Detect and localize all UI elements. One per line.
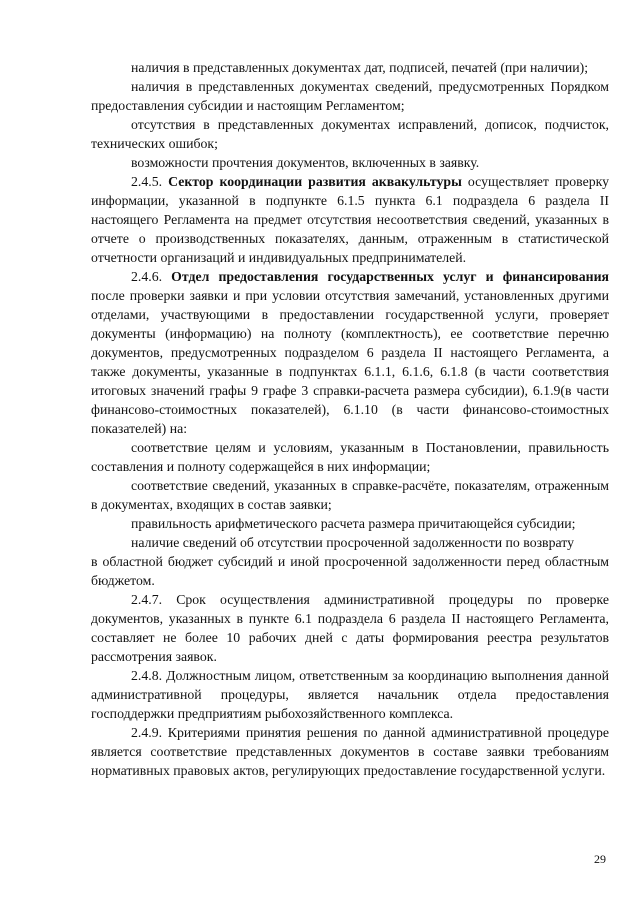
paragraph-no-debt: наличие сведений об отсутствии просроченной задолженности по возврату [131,535,574,550]
paragraph-2-4-6 [91,267,609,438]
clause-number: 2.4.5. [131,174,169,189]
paragraph-required-info: наличия в представленных документах сведений, предусмотренных Порядком предоставления субсидии и настоящим Регламентом; [91,79,609,113]
clause-text: осуществляет проверку информации, указанной в подпункте 6.1.5 пункта 6.1 подраздела 6 раздела II настоящего Регламента на предмет отсутствия несоответствия сведений, указанных в отчете о производственных показателях, данным, отраженным в статистической отчетности организаций и индивидуальных предпринимателей. [91,174,610,265]
paragraph-2-4-7: 2.4.7. Срок осуществления административной процедуры по проверке документов, указанных в пункте 6.1 подраздела 6 раздела II настоящего Регламента, составляет не более 10 рабочих дней с даты формирования реестра результатов рассмотрения заявок. [91,592,609,664]
paragraph-regional-budget: в областной бюджет субсидий и иной просроченной задолженности перед областным бюджетом. [91,554,609,588]
paragraph-2-4-9: 2.4.9. Критериями принятия решения по данной административной процедуре является соответствие представленных документов в составе заявки требованиям нормативных правовых актов, регулирующих предоставление государственной услуги. [91,725,609,778]
department-name: Отдел предоставления государственных услуг и финансирования [171,269,609,284]
paragraph-arithmetic: правильность арифметического расчета размера причитающейся субсидии; [131,516,576,531]
paragraph-calculation-match: соответствие сведений, указанных в справке-расчёте, показателям, отраженным в документах, входящих в состав заявки; [91,478,609,512]
paragraph-readability: возможности прочтения документов, включенных в заявку. [131,155,480,170]
paragraph-2-4-5 [91,172,609,267]
document-body [91,58,609,780]
clause-number: 2.4.6. [131,269,172,284]
department-name: Сектор координации развития аквакультуры [168,174,462,189]
paragraph-no-corrections: отсутствия в представленных документах исправлений, дописок, подчисток, технических ошибок; [91,117,609,151]
clause-text: после проверки заявки и при условии отсутствия замечаний, установленных другими отделами, участвующими в предоставлении государственной услуги, проверяет документы (информацию) на полноту (комплектность), ее соответствие перечню документов, предусмотренных подразделом 6 раздела II настоящего Регламента, а также документы, указанные в подпунктах 6.1.1, 6.1.6, 6.1.8 (в части соответствия итоговых значений графы 9 графе 3 справки-расчета размера субсидии), 6.1.9(в части финансово-стоимостных показателей), 6.1.10 (в части финансово-стоимостных показателей) на: [91,288,609,436]
paragraph-goals-conditions: соответствие целям и условиям, указанным в Постановлении, правильность составления и полноту содержащейся в них информации; [91,440,609,474]
paragraph-2-4-8: 2.4.8. Должностным лицом, ответственным за координацию выполнения данной административной процедуры, является начальник отдела предоставления господдержки предприятиям рыбохозяйственного комплекса. [91,668,609,721]
page-number: 29 [594,852,606,866]
paragraph-dates-signatures: наличия в представленных документах дат, подписей, печатей (при наличии); [131,60,589,75]
